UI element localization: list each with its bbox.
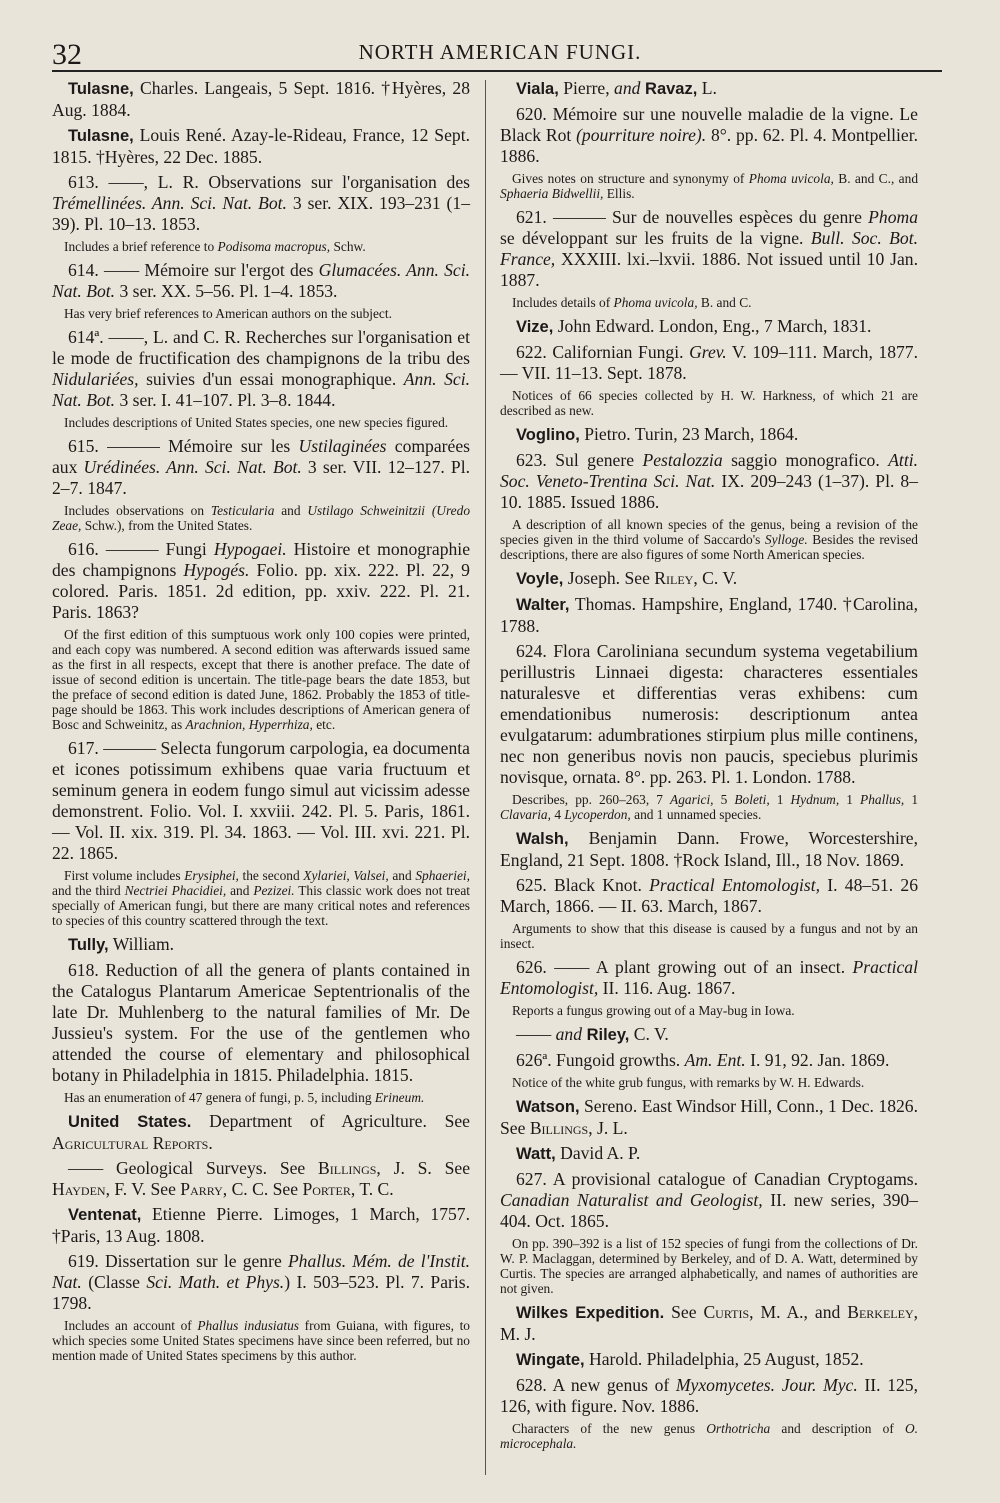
note-625: Arguments to show that this disease is caused by a fungus and not by an insect. [500, 921, 918, 951]
author-entry-walter: Walter, Thomas. Hampshire, England, 1740. †Carolina, 1788. [500, 594, 918, 636]
author-entry-voyle: Voyle, Joseph. See Riley, C. V. [516, 568, 738, 588]
right-column [500, 78, 918, 1457]
item-622: 622. Californian Fungi. Grev. V. 109–111. March, 1877. — VII. 11–13. Sept. 1878. [500, 342, 919, 383]
author-entry-voglino: Voglino, Pietro. Turin, 23 March, 1864. [516, 424, 799, 444]
note-615: Includes observations on Testicularia and Ustilago Schweinitzii (Uredo Zeae, Schw.), from the United States. [52, 503, 471, 533]
author-entry-tulasne-charles: Tulasne, Charles. Langeais, 5 Sept. 1816. †Hyères, 28 Aug. 1884. [52, 78, 470, 120]
note-626: Reports a fungus growing out of a May-bug in Iowa. [512, 1003, 795, 1018]
author-entry-vize: Vize, John Edward. London, Eng., 7 March, 1831. [516, 316, 872, 336]
note-627: On pp. 390–392 is a list of 152 species of fungi from the collections of Dr. W. P. Maclaggan, determined by Berkeley, and of D. A. Watt, determined by Curtis. The species are arranged alphabetically, and names of authorities are not given. [500, 1236, 918, 1296]
note-614: Has very brief references to American authors on the subject. [64, 306, 392, 321]
header-rule [52, 70, 942, 72]
item-624: 624. Flora Caroliniana secundum systema vegetabilium perillustris Linnaei digesta: characteres essentiales naturalesve et differentias veras exhibens: cum emendationibus numerosis: descriptionum antea evulgatarum: adumbrationes stirpium plus mille continens, nec non generibus novis non paucis, speciebus plurimis novisque, ornata. 8°. pp. 263. Pl. 1. London. 1788. [500, 641, 918, 787]
author-entry-united-states: United States. Department of Agriculture. See Agricultural Reports. [52, 1111, 470, 1153]
note-621: Includes details of Phoma uvicola, B. and C. [512, 295, 752, 310]
note-626a: Notice of the white grub fungus, with remarks by W. H. Edwards. [512, 1075, 865, 1090]
item-616: 616. ——— Fungi Hypogaei. Histoire et monographie des champignons Hypogés. Folio. pp. xix. 222. Pl. 22, 9 colored. Paris. 1851. 2d edition, pp. xxiv. 222. Pl. 21. Paris. 1863? [52, 539, 470, 622]
note-623: A description of all known species of the genus, being a revision of the species given in the third volume of Saccardo's Sylloge. Besides the revised descriptions, there are also figures of some North American species. [500, 517, 919, 562]
item-615: 615. ——— Mémoire sur les Ustilaginées comparées aux Urédinées. Ann. Sci. Nat. Bot. 3 ser. VII. 12–127. Pl. 2–7. 1847. [52, 436, 470, 498]
author-entry-wingate: Wingate, Harold. Philadelphia, 25 August, 1852. [516, 1349, 864, 1369]
item-625: 625. Black Knot. Practical Entomologist, I. 48–51. 26 March, 1866. — II. 63. March, 1867. [500, 875, 919, 916]
cross-ref-geological-surveys: —— Geological Surveys. See Billings, J. S. See Hayden, F. V. See Parry, C. C. See Porter, T. C. [52, 1158, 470, 1199]
running-title: NORTH AMERICAN FUNGI. [358, 40, 642, 64]
note-624: Describes, pp. 260–263, 7 Agarici, 5 Boleti, 1 Hydnum, 1 Phallus, 1 Clavaria, 4 Lycoperdon, and 1 unnamed species. [500, 792, 919, 822]
item-626a: 626ª. Fungoid growths. Am. Ent. I. 91, 92. Jan. 1869. [516, 1050, 890, 1070]
note-613: Includes a brief reference to Podisoma macropus, Schw. [64, 239, 366, 254]
left-column [52, 78, 470, 1369]
note-619: Includes an account of Phallus indusiatus from Guiana, with figures, to which species some United States specimens have since been referred, but no mention made of United States specimens by this author. [52, 1318, 470, 1363]
item-627: 627. A provisional catalogue of Canadian Cryptogams. Canadian Naturalist and Geologist, II. new series, 390–404. Oct. 1865. [500, 1169, 918, 1231]
note-618: Has an enumeration of 47 genera of fungi, p. 5, including Erineum. [64, 1090, 425, 1105]
note-616: Of the first edition of this sumptuous work only 100 copies were printed, and each copy was numbered. A second edition was afterwards issued same as the first in all respects, except that there is another preface. The date of issue of second edition is uncertain. The title-page bears the date 1853, but the preface of second edition is dated June, 1862. Probably the 1853 of title-page should be 1863. This work includes descriptions of American genera of Bosc and Schweinitz, as Arachnion, Hyperrhiza, etc. [52, 627, 470, 732]
author-entry-walsh: Walsh, Benjamin Dann. Frowe, Worcestershire, England, 21 Sept. 1808. †Rock Island, Ill., 18 Nov. 1869. [500, 828, 918, 870]
note-617: First volume includes Erysiphei, the second Xylariei, Valsei, and Sphaeriei, and the third Nectriei Phacidiei, and Pezizei. This classic work does not treat specially of American fungi, but there are many critical notes and references to species of this country scattered through the text. [52, 868, 470, 928]
item-620: 620. Mémoire sur une nouvelle maladie de la vigne. Le Black Rot (pourriture noire). 8°. pp. 62. Pl. 4. Montpellier. 1886. [500, 104, 918, 166]
note-620: Gives notes on structure and synonymy of Phoma uvicola, B. and C., and Sphaeria Bidwellii, Ellis. [500, 171, 919, 201]
item-618: 618. Reduction of all the genera of plants contained in the Catalogus Plantarum Americae Septentrionalis of the late Dr. Muhlenberg to the natural families of Mr. De Jussieu's system. For the use of the gentlemen who attended the course of elementary and philosophical botany in Philadelphia in 1815. Philadelphia. 1815. [52, 960, 470, 1085]
author-entry-viala: Viala, Pierre, and Ravaz, L. [516, 78, 717, 98]
author-entry-watt: Watt, David A. P. [516, 1143, 641, 1163]
item-613: 613. ——, L. R. Observations sur l'organisation des Trémellinées. Ann. Sci. Nat. Bot. 3 ser. XIX. 193–231 (1–39). Pl. 10–13. 1853. [52, 172, 470, 234]
author-entry-wilkes-expedition: Wilkes Expedition. See Curtis, M. A., and Berkeley, M. J. [500, 1302, 919, 1344]
item-614: 614. —— Mémoire sur l'ergot des Glumacées. Ann. Sci. Nat. Bot. 3 ser. XX. 5–56. Pl. 1–4. 1853. [52, 260, 470, 301]
note-622: Notices of 66 species collected by H. W. Harkness, of which 21 are described as new. [500, 388, 918, 418]
author-entry-tulasne-louis: Tulasne, Louis René. Azay-le-Rideau, France, 12 Sept. 1815. †Hyères, 22 Dec. 1885. [52, 125, 470, 167]
page-number: 32 [52, 38, 82, 71]
author-entry-ventenat: Ventenat, Etienne Pierre. Limoges, 1 March, 1757. †Paris, 13 Aug. 1808. [52, 1204, 470, 1246]
item-614a: 614ª. ——, L. and C. R. Recherches sur l'organisation et le mode de fructification des champignons de la tribu des Nidulariées, suivies d'un essai monographique. Ann. Sci. Nat. Bot. 3 ser. I. 41–107. Pl. 3–8. 1844. [52, 327, 470, 410]
item-619: 619. Dissertation sur le genre Phallus. Mém. de l'Instit. Nat. (Classe Sci. Math. et Phys.) I. 503–523. Pl. 7. Paris. 1798. [52, 1251, 471, 1313]
author-entry-watson: Watson, Sereno. East Windsor Hill, Conn., 1 Dec. 1826. See Billings, J. L. [500, 1096, 918, 1138]
author-entry-walsh-and-riley: —— and Riley, C. V. [516, 1024, 669, 1044]
item-617: 617. ——— Selecta fungorum carpologia, ea documenta et icones potissimum exhibens quae varia fructuum et seminum genera in eodem fungo simul aut vicissim adesse demonstrent. Folio. Vol. I. xxviii. 242. Pl. 5. Paris, 1861. — Vol. II. xix. 319. Pl. 34. 1863. — Vol. III. xvi. 221. Pl. 22. 1865. [52, 738, 470, 863]
item-628: 628. A new genus of Myxomycetes. Jour. Myc. II. 125, 126, with figure. Nov. 1886. [500, 1375, 919, 1416]
column-divider [485, 80, 486, 1475]
item-623: 623. Sul genere Pestalozzia saggio monografico. Atti. Soc. Veneto-Trentina Sci. Nat. IX. 209–243 (1–37). Pl. 8–10. 1885. Issued 1886. [500, 450, 918, 512]
item-621: 621. ——— Sur de nouvelles espèces du genre Phoma se développant sur les fruits de la vigne. Bull. Soc. Bot. France, XXXIII. lxi.–lxvii. 1886. Not issued until 10 Jan. 1887. [500, 207, 918, 290]
note-628: Characters of the new genus Orthotricha and description of O. microcephala. [500, 1421, 918, 1451]
note-614a: Includes descriptions of United States species, one new species figured. [64, 415, 449, 430]
item-626: 626. —— A plant growing out of an insect. Practical Entomologist, II. 116. Aug. 1867. [500, 957, 918, 998]
author-entry-tully: Tully, William. [68, 934, 175, 954]
